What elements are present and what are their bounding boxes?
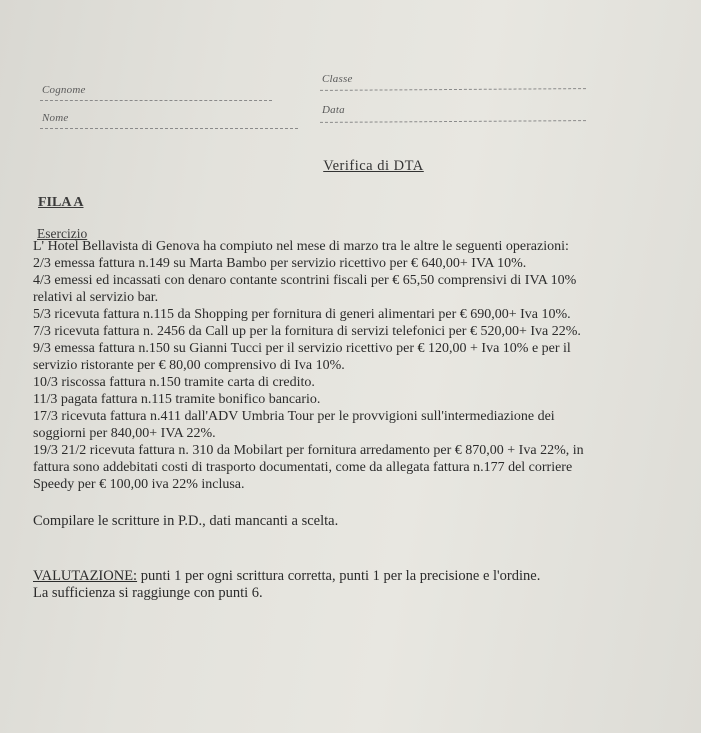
valutazione-heading: VALUTAZIONE: — [33, 568, 138, 584]
exercise-line: fattura sono addebitati costi di trasporto documentati, come da allegata fattura n.177 del corriere — [33, 460, 573, 475]
instruction-text: Compilare le scritture in P.D., dati mancanti a scelta. — [33, 513, 339, 529]
exercise-line: servizio ristorante per € 80,00 comprensivo di Iva 10%. — [33, 358, 345, 373]
nome-label: Nome — [42, 112, 69, 124]
data-label: Data — [322, 104, 345, 116]
exercise-text — [33, 238, 673, 493]
exercise-line: 9/3 emessa fattura n.150 su Gianni Tucci per il servizio ricettivo per € 120,00 + Iva 10% e per il — [33, 341, 571, 356]
exercise-line: 11/3 pagata fattura n.115 tramite bonifico bancario. — [33, 392, 321, 407]
exercise-line: Speedy per € 100,00 iva 22% inclusa. — [33, 477, 245, 492]
fila-label: FILA A — [38, 195, 84, 210]
exercise-line: L' Hotel Bellavista di Genova ha compiuto nel mese di marzo tra le altre le seguenti operazioni: — [33, 239, 569, 254]
valutazione-line — [33, 568, 540, 585]
exercise-line: 17/3 ricevuta fattura n.411 dall'ADV Umbria Tour per le provvigioni sull'intermediazione dei — [33, 409, 555, 424]
exercise-line: 7/3 ricevuta fattura n. 2456 da Call up per la fornitura di servizi telefonici per € 520,00+ Iva 22%. — [33, 324, 581, 339]
exercise-line: 5/3 ricevuta fattura n.115 da Shopping per fornitura di generi alimentari per € 690,00+ Iva 10%. — [33, 307, 571, 322]
sufficienza-text: La sufficienza si raggiunge con punti 6. — [33, 585, 263, 601]
exercise-line: 2/3 emessa fattura n.149 su Marta Bambo per servizio ricettivo per € 640,00+ IVA 10%. — [33, 256, 527, 271]
classe-label: Classe — [322, 73, 353, 85]
exercise-line: 4/3 emessi ed incassati con denaro contante scontrini fiscali per € 65,50 comprensivi di IVA 10% — [33, 273, 577, 288]
data-line — [320, 120, 586, 123]
page-title: Verifica di DTA — [323, 158, 424, 174]
cognome-label: Cognome — [42, 84, 86, 96]
exercise-line: 10/3 riscossa fattura n.150 tramite carta di credito. — [33, 375, 315, 390]
esercizio-heading: Esercizio — [37, 226, 88, 241]
cognome-line — [40, 100, 272, 101]
valutazione-text: punti 1 per ogni scrittura corretta, punti 1 per la precisione e l'ordine. — [137, 568, 541, 584]
classe-line — [320, 88, 586, 91]
exercise-line: soggiorni per 840,00+ IVA 22%. — [33, 426, 216, 441]
exercise-line: 19/3 21/2 ricevuta fattura n. 310 da Mobilart per fornitura arredamento per € 870,00 + Iva 22%, in — [33, 443, 584, 458]
valutazione-block — [33, 568, 540, 602]
exercise-line: relativi al servizio bar. — [33, 290, 159, 305]
nome-line — [40, 128, 298, 129]
